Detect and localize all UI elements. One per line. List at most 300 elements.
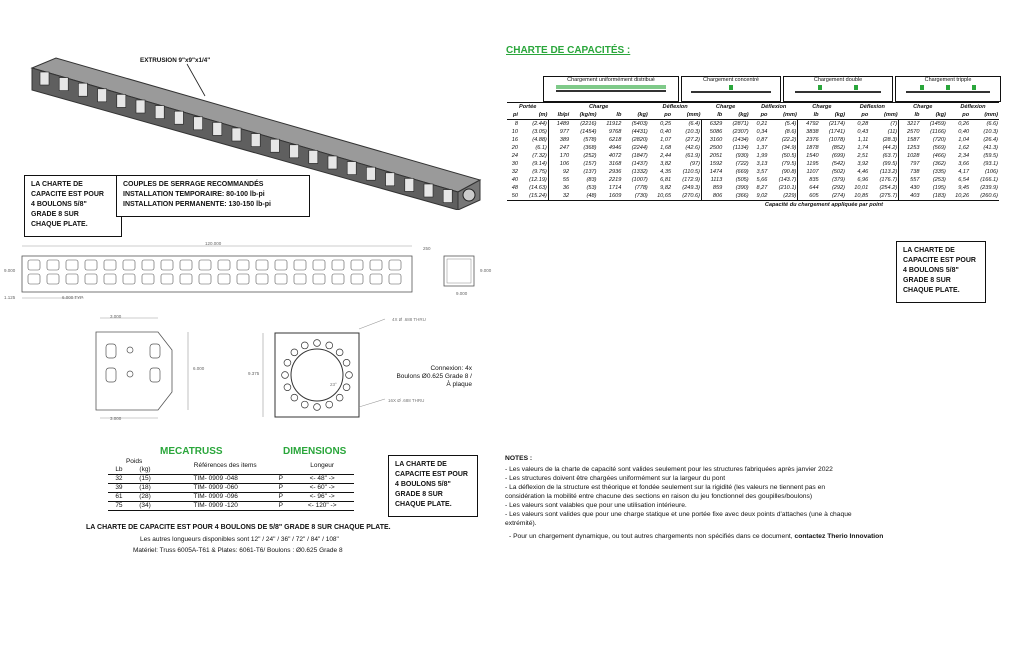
mecatruss-footer-bold: LA CHARTE DE CAPACITE EST POUR 4 BOULONS DE 5/8" GRADE 8 SUR CHAQUE PLATE. bbox=[86, 524, 391, 531]
dim-length: 120.000 bbox=[205, 241, 222, 246]
mecatruss-footer-material: Matériel: Truss 6005A-T61 & Plates: 6061-T6/ Boulons : Ø0.625 Grade 8 bbox=[133, 547, 343, 554]
capacity-cell: 1107 bbox=[806, 169, 819, 175]
capacity-cell: (730) bbox=[634, 193, 648, 199]
mecatruss-title: MECATRUSS bbox=[160, 446, 223, 457]
capacity-cell: 48 bbox=[511, 185, 518, 191]
capacity-cell: (53) bbox=[586, 185, 597, 191]
unit-cell: lb bbox=[914, 112, 920, 118]
capacity-cell: 24 bbox=[511, 153, 518, 159]
flange-angle: 23° bbox=[330, 382, 337, 387]
capacity-cell: 605 bbox=[809, 193, 819, 199]
capacity-cell: 170 bbox=[559, 153, 570, 159]
capacity-cell: 10,65 bbox=[657, 193, 672, 199]
capacity-cell: (699) bbox=[831, 153, 845, 159]
capacity-cell: 797 bbox=[910, 161, 920, 167]
capacity-cell: 1,11 bbox=[857, 137, 869, 143]
capacity-cell: 8,27 bbox=[756, 185, 768, 191]
capacity-cell: (6.4) bbox=[672, 120, 701, 129]
capacity-row bbox=[507, 184, 999, 192]
col-len: Longeur bbox=[310, 462, 335, 469]
group-uniform: Chargement uniformément distribué bbox=[543, 76, 679, 102]
col-ref: Références des items bbox=[193, 462, 257, 469]
capacity-cell: 1587 bbox=[906, 137, 920, 143]
capacity-cell: (253) bbox=[932, 177, 946, 183]
capacity-cell: (252) bbox=[583, 153, 597, 159]
capacity-cell: 1878 bbox=[806, 145, 819, 151]
capacity-cell: 738 bbox=[910, 169, 920, 175]
capacity-footer: Capacité du chargement appliquée par point bbox=[764, 202, 883, 208]
capacity-cell: 3,66 bbox=[958, 161, 970, 167]
capacity-cell: (26.4) bbox=[983, 137, 998, 143]
capacity-cell: (1437) bbox=[631, 161, 648, 167]
capacity-title: CHARTE DE CAPACITÉS : bbox=[506, 45, 631, 56]
capacity-cell: (93.1) bbox=[983, 161, 998, 167]
capacity-row bbox=[507, 192, 999, 201]
capacity-cell: (274) bbox=[831, 193, 845, 199]
mecatruss-cell: P bbox=[278, 502, 283, 509]
capacity-cell: 1,07 bbox=[660, 137, 672, 143]
unit-cell: pi bbox=[512, 112, 518, 118]
unit-cell: (kg) bbox=[738, 112, 749, 118]
capacity-cell: 1592 bbox=[709, 161, 723, 167]
capacity-cell: (3.05) bbox=[519, 128, 548, 136]
capacity-cell: (34.9) bbox=[768, 144, 797, 152]
mecatruss-cell: <- 60" -> bbox=[309, 484, 335, 491]
capacity-cell: 30 bbox=[511, 161, 518, 167]
capacity-cell: 4946 bbox=[608, 145, 622, 151]
flange-height-dim: 9.375 bbox=[248, 371, 260, 376]
capacity-group-headers bbox=[543, 76, 999, 102]
capacity-cell: 1113 bbox=[710, 177, 723, 183]
extrusion-label: EXTRUSION 9"x9"x1/4" bbox=[140, 57, 211, 64]
capacity-cell: 1540 bbox=[806, 153, 819, 159]
note-item: - Les valeurs de la charte de capacité sont valides seulement pour les structures fabriquées après janvier 2022 bbox=[505, 466, 833, 473]
capacity-cell: 2500 bbox=[709, 145, 723, 151]
capacity-cell: 1474 bbox=[709, 169, 723, 175]
capacity-row bbox=[507, 152, 999, 160]
capacity-cell: (1332) bbox=[631, 169, 648, 175]
mecatruss-cell: TIM- 0909 -120 bbox=[193, 502, 238, 509]
h-deflexion-3: Déflexion bbox=[859, 104, 885, 110]
capacity-cell: (210.1) bbox=[768, 184, 797, 192]
capacity-cell: 4,46 bbox=[857, 169, 869, 175]
capacity-cell: 50 bbox=[511, 193, 518, 199]
unit-cell: (kg) bbox=[834, 112, 845, 118]
capacity-cell: (166.1) bbox=[980, 177, 998, 183]
capacity-cell: 10,85 bbox=[854, 193, 869, 199]
capacity-cell: (8.6) bbox=[768, 128, 797, 136]
capacity-cell: (15.24) bbox=[519, 192, 548, 201]
capacity-cell: 3,82 bbox=[660, 161, 672, 167]
capacity-cell: (97) bbox=[672, 160, 701, 168]
mecatruss-cell: P bbox=[278, 475, 283, 482]
note-item: - Les valeurs sont valables que pour une utilisation intérieure. bbox=[505, 502, 687, 509]
capacity-cell: (390) bbox=[735, 185, 749, 191]
capacity-cell: (368) bbox=[583, 145, 597, 151]
capacity-cell: 10 bbox=[511, 129, 518, 135]
capacity-row bbox=[507, 176, 999, 184]
dim-typ: 6.000 TYP bbox=[62, 295, 84, 300]
capacity-cell: (466) bbox=[932, 153, 946, 159]
capacity-cell: 0,26 bbox=[958, 121, 970, 127]
unit-cell: lb bbox=[616, 112, 622, 118]
capacity-cell: 3,92 bbox=[857, 161, 869, 167]
capacity-cell: 5086 bbox=[709, 129, 723, 135]
capacity-cell: (1454) bbox=[580, 129, 597, 135]
capacity-cell: 3838 bbox=[806, 129, 819, 135]
unit-cell: po bbox=[760, 112, 768, 118]
unit-cell: lb/pi bbox=[557, 112, 570, 118]
capacity-cell: (5.4) bbox=[768, 120, 797, 129]
capacity-cell: (1459) bbox=[929, 121, 946, 127]
capacity-cell: 0,40 bbox=[660, 129, 672, 135]
capacity-cell: (1847) bbox=[631, 153, 648, 159]
mecatruss-cell: (15) bbox=[139, 475, 151, 482]
capacity-cell: (578) bbox=[583, 137, 597, 143]
capacity-cell: 9,82 bbox=[660, 185, 672, 191]
capacity-cell: 3168 bbox=[608, 161, 622, 167]
capacity-cell: 1195 bbox=[806, 161, 819, 167]
mecatruss-row bbox=[108, 484, 354, 493]
capacity-cell: (9.75) bbox=[519, 168, 548, 176]
capacity-cell: 0,34 bbox=[756, 129, 768, 135]
capacity-cell: (110.5) bbox=[672, 168, 701, 176]
h-deflexion-2: Déflexion bbox=[761, 104, 787, 110]
capacity-cell: (366) bbox=[735, 193, 749, 199]
dim-height-left: 9.000 bbox=[4, 268, 16, 273]
h-charge-4: Charge bbox=[913, 104, 933, 110]
capacity-cell: 106 bbox=[559, 161, 570, 167]
capacity-cell: 1253 bbox=[906, 145, 920, 151]
capacity-cell: (157) bbox=[583, 161, 597, 167]
capacity-cell: (2820) bbox=[631, 137, 648, 143]
capacity-cell: 1489 bbox=[556, 121, 570, 127]
capacity-cell: 835 bbox=[809, 177, 819, 183]
capacity-row bbox=[507, 168, 999, 176]
capacity-cell: (722) bbox=[735, 161, 749, 167]
capacity-cell: (106) bbox=[984, 169, 998, 175]
capacity-cell: (1078) bbox=[828, 137, 845, 143]
capacity-cell: (542) bbox=[831, 161, 845, 167]
notes-last-prefix: - Pour un chargement dynamique, ou tout autres chargements non spécifiés dans ce document, bbox=[509, 533, 793, 540]
notes-title: NOTES : bbox=[505, 455, 533, 462]
capacity-cell: (505) bbox=[735, 177, 749, 183]
mecatruss-table bbox=[108, 458, 354, 511]
unit-cell: po bbox=[861, 112, 869, 118]
capacity-cell: (270.6) bbox=[672, 192, 701, 201]
capacity-cell: (90.8) bbox=[768, 168, 797, 176]
torque-perm: INSTALLATION PERMANENTE: 130-150 lb-pi bbox=[123, 201, 271, 208]
capacity-cell: 6,96 bbox=[857, 177, 869, 183]
capacity-cell: (2307) bbox=[732, 129, 749, 135]
unit-cell: (kg) bbox=[637, 112, 648, 118]
plate-top-dim: 3.000 bbox=[110, 314, 122, 319]
unit-cell: lb bbox=[813, 112, 819, 118]
unit-cell: (kg) bbox=[935, 112, 946, 118]
capacity-cell: (172.9) bbox=[672, 176, 701, 184]
col-kg: (kg) bbox=[139, 466, 151, 473]
capacity-cell: (6.1) bbox=[519, 144, 548, 152]
connexion-label: Connexion: 4x Boulons Ø0.625 Grade 8 / À plaque bbox=[396, 365, 472, 388]
capacity-cell: (778) bbox=[634, 185, 648, 191]
capacity-cell: (720) bbox=[932, 137, 946, 143]
unit-cell: (mm) bbox=[686, 112, 701, 118]
capacity-cell: 6218 bbox=[608, 137, 622, 143]
mecatruss-cell: 75 bbox=[115, 502, 123, 509]
capacity-cell: (7) bbox=[869, 120, 898, 129]
capacity-cell: 2570 bbox=[906, 129, 920, 135]
mecatruss-cell: 39 bbox=[115, 484, 123, 491]
capacity-cell: (4431) bbox=[631, 129, 648, 135]
mecatruss-footer-lengths: Les autres longueurs disponibles sont 12" / 24" / 36" / 72" / 84" / 108" bbox=[140, 536, 339, 543]
capacity-cell: (42.6) bbox=[672, 144, 701, 152]
capacity-cell: 1,99 bbox=[756, 153, 768, 159]
flange-top-note: 4X Ø .688 THRU bbox=[392, 317, 426, 322]
capacity-cell: 10,01 bbox=[854, 185, 869, 191]
capacity-cell: 977 bbox=[559, 129, 570, 135]
capacity-cell: 2376 bbox=[806, 137, 819, 143]
capacity-cell: (229) bbox=[768, 192, 797, 201]
capacity-cell: (5403) bbox=[631, 121, 648, 127]
mecatruss-cell: <- 96" -> bbox=[309, 493, 335, 500]
capacity-cell: 2,34 bbox=[958, 153, 970, 159]
mecatruss-cell: <- 120" -> bbox=[307, 502, 337, 509]
capacity-cell: 2219 bbox=[608, 177, 622, 183]
capacity-cell: (1007) bbox=[631, 177, 648, 183]
dim-side-w: 9.000 bbox=[456, 291, 468, 296]
capacity-cell: 0,28 bbox=[857, 121, 869, 127]
capacity-cell: (669) bbox=[735, 169, 749, 175]
capacity-row bbox=[507, 144, 999, 152]
capacity-note-box-left: LA CHARTE DE CAPACITE EST POUR 4 BOULONS 5/8" GRADE 8 SUR CHAQUE PLATE. bbox=[24, 175, 122, 237]
mecatruss-cell: (18) bbox=[139, 484, 151, 491]
capacity-cell: (2216) bbox=[580, 121, 597, 127]
capacity-cell: (44.2) bbox=[869, 144, 898, 152]
capacity-cell: (930) bbox=[735, 153, 749, 159]
mecatruss-cell: (28) bbox=[139, 493, 151, 500]
capacity-cell: (10.3) bbox=[983, 129, 998, 135]
capacity-cell: (2244) bbox=[631, 145, 648, 151]
dimensions-title: DIMENSIONS bbox=[283, 446, 347, 457]
capacity-cell: (1134) bbox=[732, 145, 749, 151]
mecatruss-cell: TIM- 0909 -048 bbox=[193, 475, 238, 482]
capacity-cell: (239.9) bbox=[980, 185, 998, 191]
unit-cell: po bbox=[664, 112, 672, 118]
capacity-cell: (2871) bbox=[732, 121, 749, 127]
capacity-cell: 6329 bbox=[709, 121, 723, 127]
capacity-cell: 1,37 bbox=[756, 145, 768, 151]
capacity-cell: 0,25 bbox=[660, 121, 672, 127]
unit-cell: (m) bbox=[538, 112, 548, 118]
unit-cell: lb bbox=[717, 112, 723, 118]
capacity-cell: (79.5) bbox=[768, 160, 797, 168]
note-item: considération la mobilité entre chacune des sections en raison du jeu fonctionnel des goupilles/boulons) bbox=[505, 493, 813, 500]
capacity-cell: (275.7) bbox=[869, 192, 898, 201]
capacity-cell: (48) bbox=[586, 193, 597, 199]
capacity-cell: (61.9) bbox=[672, 152, 701, 160]
mecatruss-cell: 32 bbox=[115, 475, 123, 482]
capacity-cell: (50.5) bbox=[768, 152, 797, 160]
plate-drawing bbox=[88, 310, 238, 430]
capacity-cell: 644 bbox=[809, 185, 819, 191]
capacity-cell: (292) bbox=[831, 185, 845, 191]
capacity-cell: 36 bbox=[562, 185, 570, 191]
capacity-cell: (11) bbox=[869, 128, 898, 136]
capacity-cell: (6.6) bbox=[986, 121, 998, 127]
capacity-cell: 9,45 bbox=[958, 185, 970, 191]
mecatruss-row bbox=[108, 493, 354, 502]
capacity-cell: (195) bbox=[932, 185, 946, 191]
capacity-cell: (10.3) bbox=[672, 128, 701, 136]
capacity-cell: (7.32) bbox=[519, 152, 548, 160]
dim-offset: 1.125 bbox=[4, 295, 16, 300]
notes bbox=[505, 454, 1005, 541]
mecatruss-cell: TIM- 0909 -060 bbox=[193, 484, 238, 491]
capacity-cell: 2,44 bbox=[660, 153, 672, 159]
capacity-cell: 1609 bbox=[608, 193, 622, 199]
capacity-cell: (1741) bbox=[828, 129, 845, 135]
plate-mid-dim: 6.000 bbox=[193, 366, 205, 371]
mecatruss-cell: 61 bbox=[115, 493, 123, 500]
capacity-cell: (14.63) bbox=[519, 184, 548, 192]
torque-temp: INSTALLATION TEMPORAIRE: 80-100 lb-pi bbox=[123, 191, 265, 198]
capacity-table bbox=[507, 102, 999, 209]
capacity-cell: (12.19) bbox=[519, 176, 548, 184]
unit-cell: (mm) bbox=[884, 112, 898, 118]
mecatruss-row bbox=[108, 502, 354, 511]
note-item: extrémité). bbox=[505, 520, 537, 527]
capacity-cell: 3,57 bbox=[756, 169, 768, 175]
capacity-cell: (113.2) bbox=[869, 168, 898, 176]
capacity-cell: (9.14) bbox=[519, 160, 548, 168]
col-poids: Poids bbox=[125, 458, 143, 465]
capacity-cell: (502) bbox=[831, 169, 845, 175]
capacity-row bbox=[507, 136, 999, 144]
capacity-cell: (176.7) bbox=[869, 176, 898, 184]
mecatruss-cell: TIM- 0909 -096 bbox=[193, 493, 238, 500]
capacity-cell: 4072 bbox=[608, 153, 622, 159]
h-charge-1: Charge bbox=[588, 104, 609, 110]
capacity-cell: (28.3) bbox=[869, 136, 898, 144]
capacity-cell: (143.7) bbox=[768, 176, 797, 184]
capacity-cell: 1,68 bbox=[660, 145, 672, 151]
extrusion-leader bbox=[185, 62, 215, 102]
mecatruss-cell: (34) bbox=[139, 502, 151, 509]
capacity-cell: (852) bbox=[831, 145, 845, 151]
capacity-cell: 2051 bbox=[709, 153, 723, 159]
capacity-cell: 1,74 bbox=[857, 145, 869, 151]
group-triple: Chargement tripple bbox=[895, 76, 1001, 102]
capacity-cell: 32 bbox=[562, 193, 570, 199]
torque-title: COUPLES DE SERRAGE RECOMMANDÉS bbox=[123, 181, 264, 188]
unit-cell: (mm) bbox=[984, 112, 998, 118]
plate-bottom-dim: 3.000 bbox=[110, 416, 122, 421]
capacity-cell: 806 bbox=[712, 193, 723, 199]
capacity-cell: 6,81 bbox=[660, 177, 672, 183]
unit-cell: (mm) bbox=[783, 112, 797, 118]
unit-cell: po bbox=[962, 112, 970, 118]
capacity-cell: (260.6) bbox=[980, 193, 998, 199]
capacity-cell: 40 bbox=[511, 177, 518, 183]
capacity-cell: 0,87 bbox=[756, 137, 768, 143]
capacity-cell: 55 bbox=[562, 177, 570, 183]
h-deflexion-4: Déflexion bbox=[960, 104, 986, 110]
group-concentrated: Chargement concentré bbox=[681, 76, 781, 102]
capacity-cell: 2936 bbox=[608, 169, 622, 175]
capacity-cell: (83) bbox=[586, 177, 597, 183]
capacity-cell: (1434) bbox=[732, 137, 749, 143]
capacity-row bbox=[507, 120, 999, 129]
capacity-cell: 247 bbox=[559, 145, 570, 151]
capacity-cell: 4,35 bbox=[660, 169, 672, 175]
col-lb: Lb bbox=[115, 466, 123, 473]
capacity-cell: 0,21 bbox=[756, 121, 768, 127]
capacity-cell: 20 bbox=[511, 145, 518, 151]
note-item: - Les structures doivent être chargées uniformément sur la largeur du pont bbox=[505, 475, 726, 482]
unit-cell: (kg/m) bbox=[579, 112, 597, 118]
capacity-cell: 4,17 bbox=[958, 169, 970, 175]
capacity-cell: 3,13 bbox=[756, 161, 768, 167]
h-charge-2: Charge bbox=[715, 104, 736, 110]
capacity-cell: (1166) bbox=[930, 129, 946, 135]
mecatruss-cell: P bbox=[278, 484, 283, 491]
capacity-cell: 0,43 bbox=[857, 129, 869, 135]
note-item: - Les valeurs sont valides que pour une charge statique et une portée fixe avec deux points d'attaches (une à chaque bbox=[505, 511, 852, 518]
capacity-cell: (335) bbox=[932, 169, 946, 175]
capacity-cell: 3160 bbox=[709, 137, 723, 143]
capacity-cell: 9768 bbox=[608, 129, 622, 135]
capacity-row bbox=[507, 128, 999, 136]
capacity-cell: 1,62 bbox=[958, 145, 970, 151]
capacity-cell: (183) bbox=[932, 193, 946, 199]
mecatruss-cell: P bbox=[278, 493, 283, 500]
capacity-cell: (22.2) bbox=[768, 136, 797, 144]
capacity-cell: 403 bbox=[910, 193, 920, 199]
h-portee: Portée bbox=[518, 104, 537, 110]
capacity-cell: 9,02 bbox=[756, 193, 768, 199]
capacity-cell: (41.3) bbox=[983, 145, 998, 151]
capacity-cell: (63.7) bbox=[869, 152, 898, 160]
capacity-cell: 5,66 bbox=[756, 177, 768, 183]
capacity-cell: 1,04 bbox=[958, 137, 970, 143]
mecatruss-row bbox=[108, 475, 354, 484]
capacity-cell: 4792 bbox=[806, 121, 819, 127]
capacity-cell: (362) bbox=[932, 161, 946, 167]
capacity-cell: 11912 bbox=[606, 121, 622, 127]
group-double: Chargement double bbox=[783, 76, 893, 102]
capacity-cell: 10,26 bbox=[955, 193, 970, 199]
notes-last bbox=[505, 532, 1005, 541]
capacity-cell: (59.5) bbox=[983, 153, 998, 159]
capacity-cell: 92 bbox=[562, 169, 570, 175]
capacity-cell: 0,40 bbox=[958, 129, 970, 135]
notes-contact: contactez Therio Innovation bbox=[794, 533, 884, 540]
dim-side-top: 250 bbox=[423, 246, 431, 251]
capacity-cell: 16 bbox=[511, 137, 518, 143]
capacity-cell: (249.3) bbox=[672, 184, 701, 192]
capacity-cell: (569) bbox=[932, 145, 946, 151]
mecatruss-cell: <- 48" -> bbox=[309, 475, 335, 482]
capacity-cell: 557 bbox=[910, 177, 920, 183]
capacity-cell: (254.2) bbox=[869, 184, 898, 192]
dim-side-h: 9.000 bbox=[480, 268, 492, 273]
capacity-note-box-right: LA CHARTE DE CAPACITE EST POUR 4 BOULONS 5/8" GRADE 8 SUR CHAQUE PLATE. bbox=[896, 241, 986, 303]
capacity-cell: 430 bbox=[910, 185, 920, 191]
capacity-cell: (27.2) bbox=[672, 136, 701, 144]
capacity-cell: 32 bbox=[511, 169, 518, 175]
capacity-cell: 8 bbox=[514, 121, 518, 127]
capacity-cell: 2,51 bbox=[857, 153, 869, 159]
